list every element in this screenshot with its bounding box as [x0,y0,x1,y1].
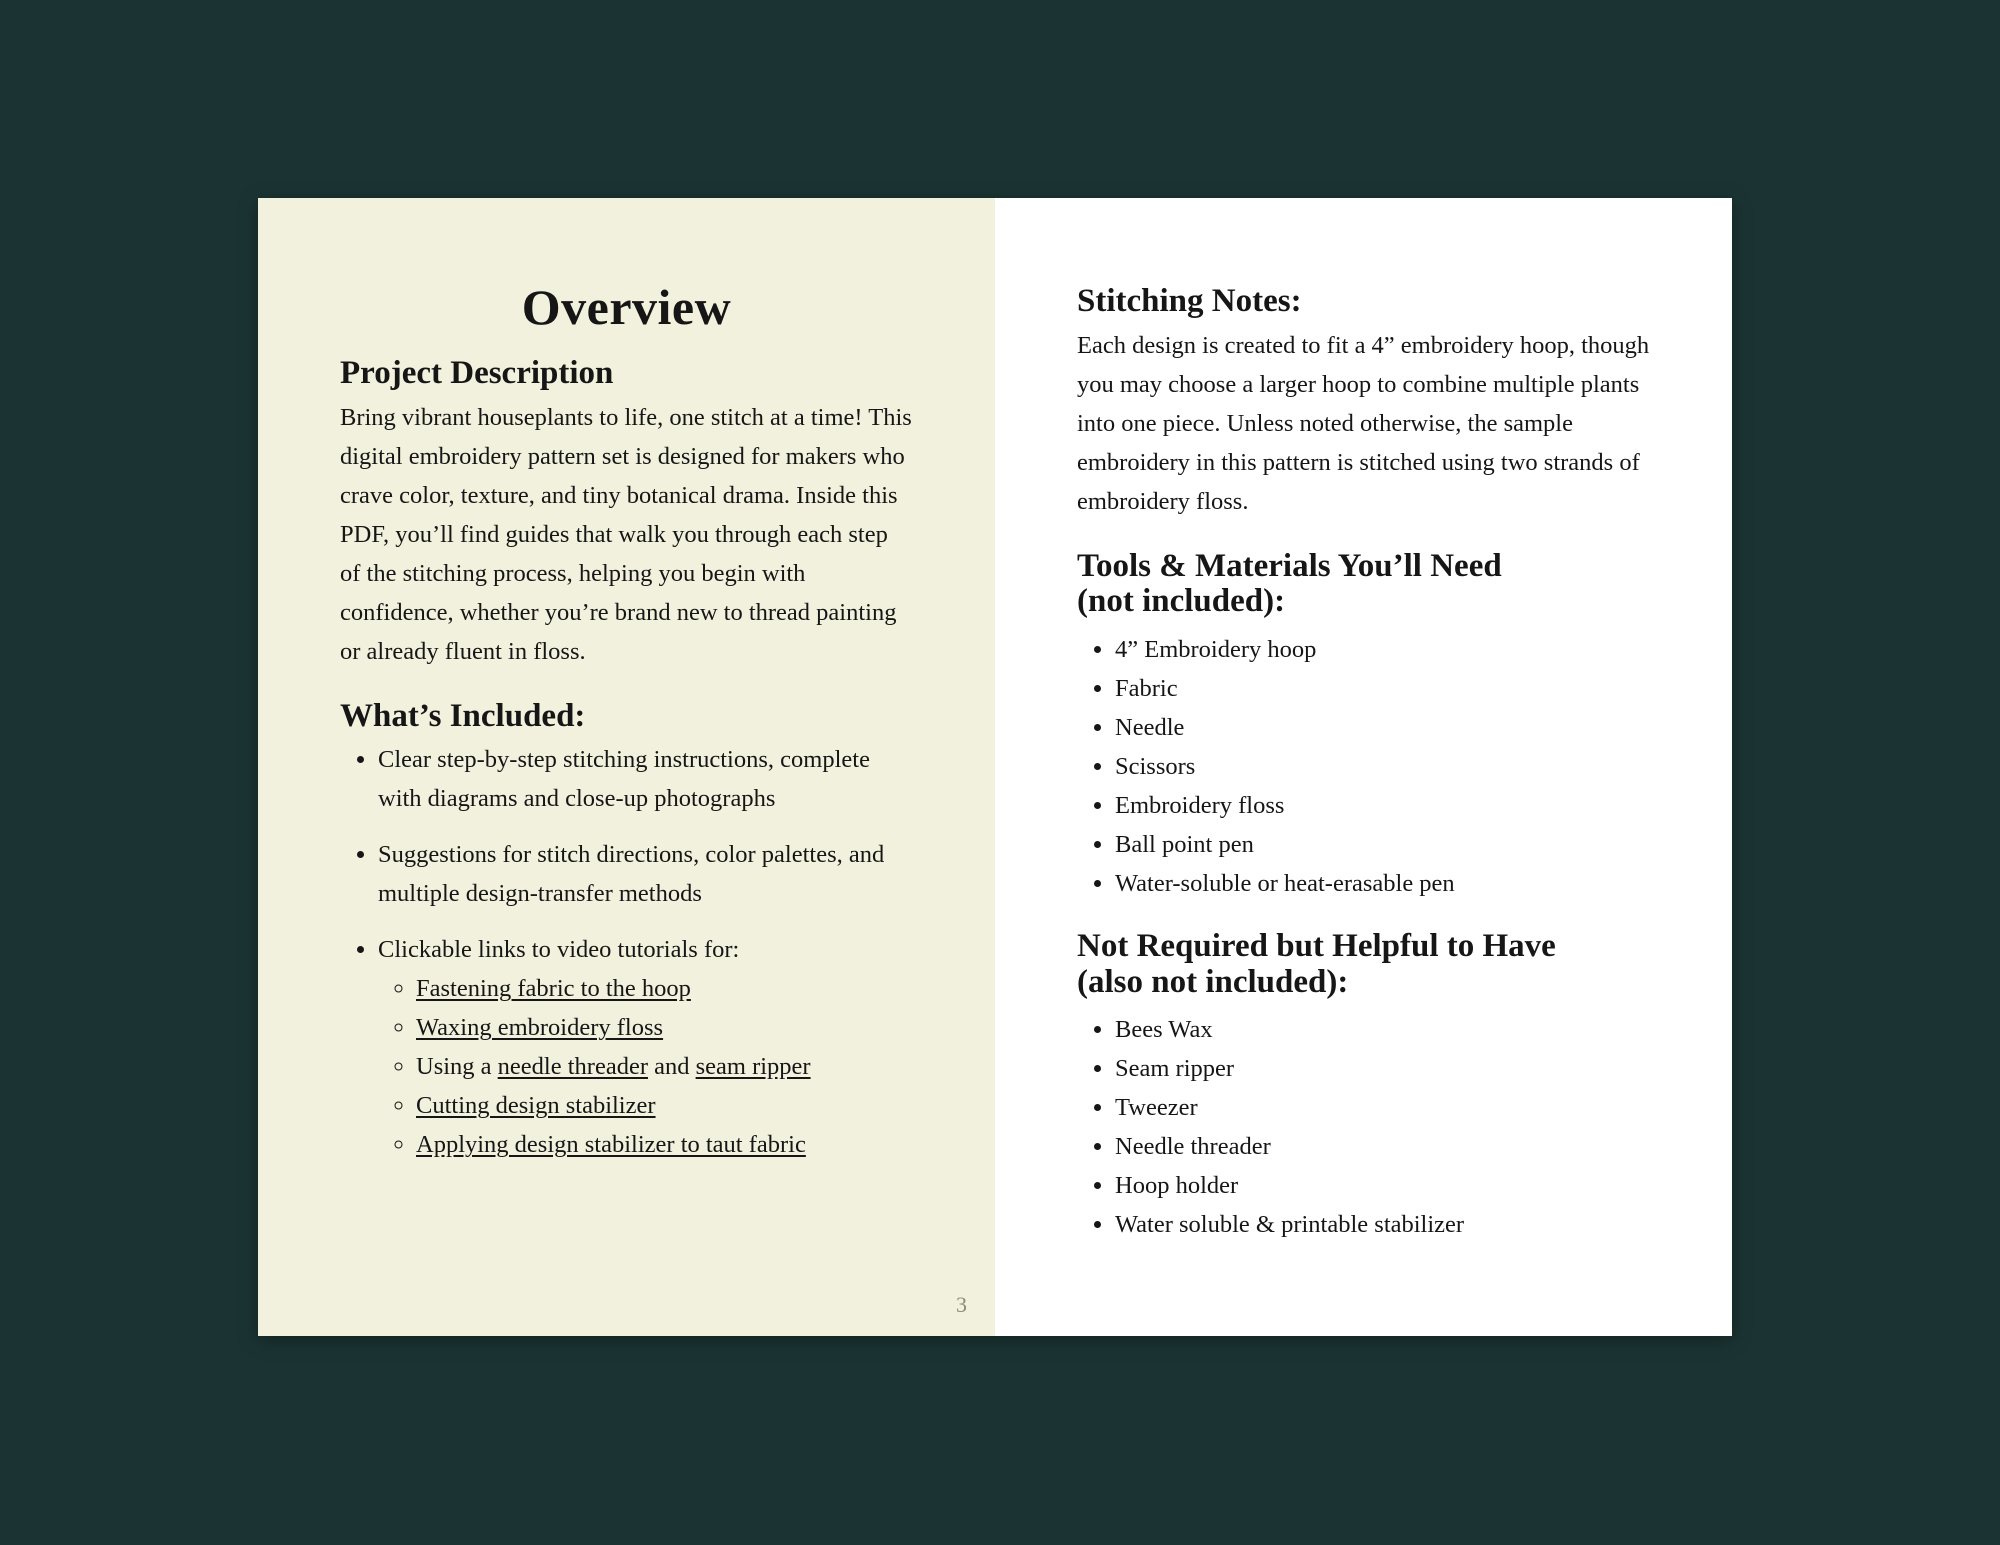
list-item [416,1086,913,1125]
list-item [378,740,913,818]
tutorial-links-list [378,969,913,1164]
project-description-text: Bring vibrant houseplants to life, one stitch at a time! This digital embroidery pattern set is designed for makers who crave color, texture, and tiny botanical drama. Inside this PDF, you’ll find guides that walk you through each step of the stitching process, helping you begin with confidence, whether you’re brand new to thread painting or already fluent in floss. [340,403,912,665]
list-item [416,1125,913,1164]
list-item: • Embroidery floss [1115,786,1672,825]
list-item: • Fabric [1115,669,1672,708]
list-item: • Needle threader [1115,1127,1672,1166]
link-fastening-fabric[interactable]: Fastening fabric to the hoop [416,975,691,1003]
list-item [378,835,913,913]
list-item: • Tweezer [1115,1088,1672,1127]
page-number: 3 [956,1292,967,1317]
list-item: • Seam ripper [1115,1049,1672,1088]
list-item: • Water-soluble or heat-erasable pen [1115,864,1672,903]
list-item: • Hoop holder [1115,1166,1672,1205]
link-cutting-stabilizer[interactable]: Cutting design stabilizer [416,1092,656,1120]
list-item: • Water soluble & printable stabilizer [1115,1205,1672,1244]
included-item-suggestions: Suggestions for stitch directions, color palettes, and multiple design-transfer methods [378,841,885,908]
tools-heading-line2: (not included): [1077,583,1286,620]
included-item-video-links: Clickable links to video tutorials for: [378,936,740,964]
tools-heading-line1: Tools & Materials You’ll Need [1077,547,1502,584]
included-list [340,740,913,1164]
list-item [416,1008,913,1047]
list-item: • 4” Embroidery hoop [1115,630,1672,669]
link-waxing-floss[interactable]: Waxing embroidery floss [416,1014,664,1042]
helpful-list [1077,1010,1672,1244]
right-page [995,198,1732,1336]
link-needle-threader[interactable]: needle threader [497,1053,648,1081]
link-seam-ripper[interactable]: seam ripper [695,1053,811,1081]
tools-list [1077,630,1672,903]
left-page [258,198,995,1336]
list-item: • Scissors [1115,747,1672,786]
tools-materials-heading [1077,549,1672,620]
and-text: and [647,1053,696,1081]
whats-included-heading: What’s Included: [340,697,586,734]
link-applying-stabilizer[interactable]: Applying design stabilizer to taut fabric [416,1131,806,1159]
helpful-items-heading [1077,929,1672,1000]
helpful-heading-line2: (also not included): [1077,963,1349,1000]
list-item: • Ball point pen [1115,825,1672,864]
project-description-heading: Project Description [340,355,614,391]
list-item [416,1047,913,1086]
included-item-instructions: Clear step-by-step stitching instructions, complete with diagrams and close-up photographs [378,746,870,813]
stitching-notes-text: Each design is created to fit a 4” embroidery hoop, though you may choose a larger hoop to combine multiple plants into one piece. Unless noted otherwise, the sample embroidery in this pattern is stitched using two strands of embroidery floss. [1077,331,1650,515]
list-item: • Needle [1115,708,1672,747]
page-title: Overview [521,279,732,335]
page-spread [258,198,1732,1336]
list-item [378,930,913,1164]
using-prefix-text: Using a [416,1053,498,1081]
list-item: • Bees Wax [1115,1010,1672,1049]
helpful-heading-line1: Not Required but Helpful to Have [1077,927,1556,964]
stitching-notes-heading: Stitching Notes: [1077,283,1302,319]
list-item [416,969,913,1008]
